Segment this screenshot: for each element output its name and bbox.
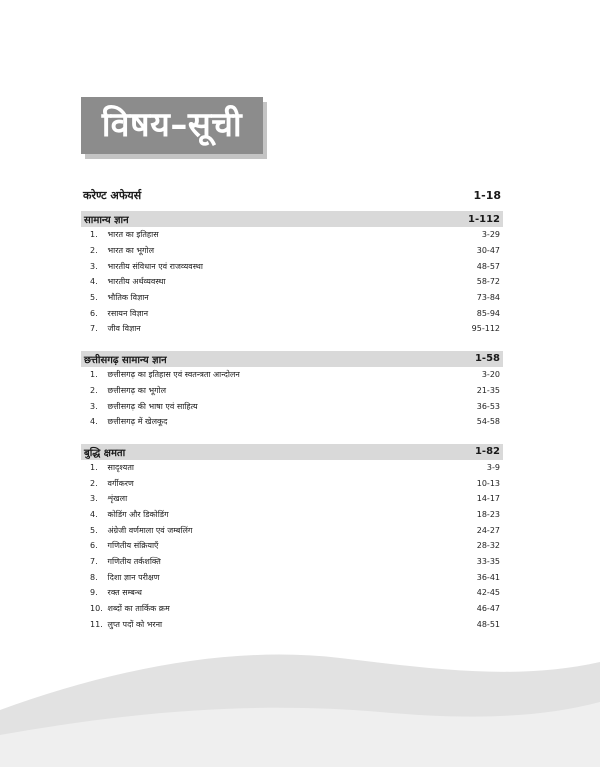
item-number: 3.: [90, 494, 98, 504]
item-pages: 48-51: [476, 619, 500, 629]
list-item[interactable]: [81, 491, 503, 507]
item-number: 1.: [90, 462, 98, 472]
item-number: 6.: [90, 541, 98, 551]
section-pages: 1-112: [468, 213, 500, 225]
item-label: छत्तीसगढ़ में खेलकूद: [107, 417, 168, 427]
list-item[interactable]: [81, 383, 503, 399]
section-header[interactable]: [81, 211, 503, 227]
item-label: वर्गीकरण: [107, 478, 134, 488]
item-number: 5.: [90, 525, 98, 535]
item-number: 11.: [90, 619, 103, 629]
toc-section-chhattisgarh-gk: [81, 351, 503, 430]
list-item[interactable]: [81, 460, 503, 476]
item-label: भारत का इतिहास: [107, 230, 159, 240]
item-label: लुप्त पदों को भरना: [107, 619, 163, 629]
list-item[interactable]: [81, 601, 503, 617]
list-item[interactable]: [81, 367, 503, 383]
item-number: 6.: [90, 308, 98, 318]
item-pages: 85-94: [476, 308, 500, 318]
item-label: शब्दों का तार्किक क्रम: [107, 604, 170, 614]
item-number: 2.: [90, 478, 98, 488]
section-header[interactable]: [81, 351, 503, 367]
item-pages: 10-13: [476, 478, 500, 488]
item-number: 2.: [90, 246, 98, 256]
toc-entry-pages: 1-18: [473, 188, 501, 202]
section-pages: 1-58: [474, 353, 500, 365]
item-pages: 95-112: [471, 324, 500, 334]
list-item[interactable]: [81, 305, 503, 321]
item-number: 10.: [90, 604, 103, 614]
list-item[interactable]: [81, 398, 503, 414]
item-label: गणितीय तर्कशक्ति: [107, 557, 161, 567]
toc-entry-current-affairs[interactable]: [81, 185, 503, 205]
list-item[interactable]: [81, 616, 503, 632]
item-label: जीव विज्ञान: [107, 324, 141, 334]
item-label: अंग्रेजी वर्णमाला एवं जम्बलिंग: [107, 525, 193, 535]
item-label: भारत का भूगोल: [107, 246, 155, 256]
item-label: दिशा ज्ञान परीक्षण: [107, 572, 160, 582]
item-number: 4.: [90, 509, 98, 519]
list-item[interactable]: [81, 274, 503, 290]
toc-section-general-knowledge: [81, 211, 503, 337]
item-pages: 36-53: [476, 401, 500, 411]
list-item[interactable]: [81, 475, 503, 491]
item-pages: 48-57: [476, 261, 500, 271]
item-label: छत्तीसगढ़ का भूगोल: [107, 385, 167, 395]
item-number: 7.: [90, 557, 98, 567]
item-pages: 42-45: [476, 588, 500, 598]
item-number: 7.: [90, 324, 98, 334]
item-pages: 36-41: [476, 572, 500, 582]
item-pages: 46-47: [476, 604, 500, 614]
item-number: 3.: [90, 401, 98, 411]
item-number: 3.: [90, 261, 98, 271]
list-item[interactable]: [81, 522, 503, 538]
item-pages: 14-17: [476, 494, 500, 504]
list-item[interactable]: [81, 507, 503, 523]
item-label: भारतीय संविधान एवं राजव्यवस्था: [107, 261, 203, 271]
list-item[interactable]: [81, 538, 503, 554]
list-item[interactable]: [81, 243, 503, 259]
table-of-contents: [81, 185, 503, 632]
toc-entry-label: करेण्ट अफेयर्स: [83, 188, 142, 202]
item-label: शृंखला: [107, 494, 128, 504]
section-items: [81, 227, 503, 337]
list-item[interactable]: [81, 585, 503, 601]
item-label: कोडिंग और डिकोडिंग: [107, 509, 169, 519]
section-label: छत्तीसगढ़ सामान्य ज्ञान: [84, 354, 167, 366]
item-pages: 3-29: [481, 230, 500, 240]
decorative-wave: [0, 640, 600, 767]
item-number: 8.: [90, 572, 98, 582]
section-pages: 1-82: [474, 446, 500, 458]
item-number: 4.: [90, 277, 98, 287]
item-pages: 73-84: [476, 293, 500, 303]
list-item[interactable]: [81, 258, 503, 274]
list-item[interactable]: [81, 321, 503, 337]
item-number: 4.: [90, 417, 98, 427]
list-item[interactable]: [81, 414, 503, 430]
item-label: भारतीय अर्थव्यवस्था: [107, 277, 166, 287]
page-title-banner: [81, 97, 263, 154]
section-label: बुद्धि क्षमता: [84, 447, 126, 459]
item-number: 1.: [90, 370, 98, 380]
list-item[interactable]: [81, 569, 503, 585]
item-label: रसायन विज्ञान: [107, 308, 149, 318]
item-number: 9.: [90, 588, 98, 598]
item-pages: 33-35: [476, 557, 500, 567]
list-item[interactable]: [81, 227, 503, 243]
section-items: [81, 367, 503, 430]
item-pages: 18-23: [476, 509, 500, 519]
item-label: छत्तीसगढ़ की भाषा एवं साहित्य: [107, 401, 198, 411]
item-number: 1.: [90, 230, 98, 240]
item-pages: 28-32: [476, 541, 500, 551]
item-pages: 21-35: [476, 385, 500, 395]
toc-section-reasoning: [81, 444, 503, 633]
item-label: छत्तीसगढ़ का इतिहास एवं स्वतन्त्रता आन्दोलन: [107, 370, 240, 380]
item-number: 2.: [90, 385, 98, 395]
item-pages: 3-9: [486, 462, 500, 472]
item-pages: 54-58: [476, 417, 500, 427]
item-label: रक्त सम्बन्ध: [107, 588, 142, 598]
list-item[interactable]: [81, 290, 503, 306]
item-label: सादृश्यता: [107, 462, 134, 472]
item-pages: 3-20: [481, 370, 500, 380]
item-number: 5.: [90, 293, 98, 303]
section-items: [81, 460, 503, 633]
item-pages: 24-27: [476, 525, 500, 535]
item-pages: 58-72: [476, 277, 500, 287]
page-title: विषय–सूची: [81, 97, 263, 154]
item-label: भौतिक विज्ञान: [107, 293, 149, 303]
item-label: गणितीय संक्रियाएँ: [107, 541, 159, 551]
section-header[interactable]: [81, 444, 503, 460]
section-label: सामान्य ज्ञान: [84, 215, 129, 226]
item-pages: 30-47: [476, 246, 500, 256]
list-item[interactable]: [81, 554, 503, 570]
